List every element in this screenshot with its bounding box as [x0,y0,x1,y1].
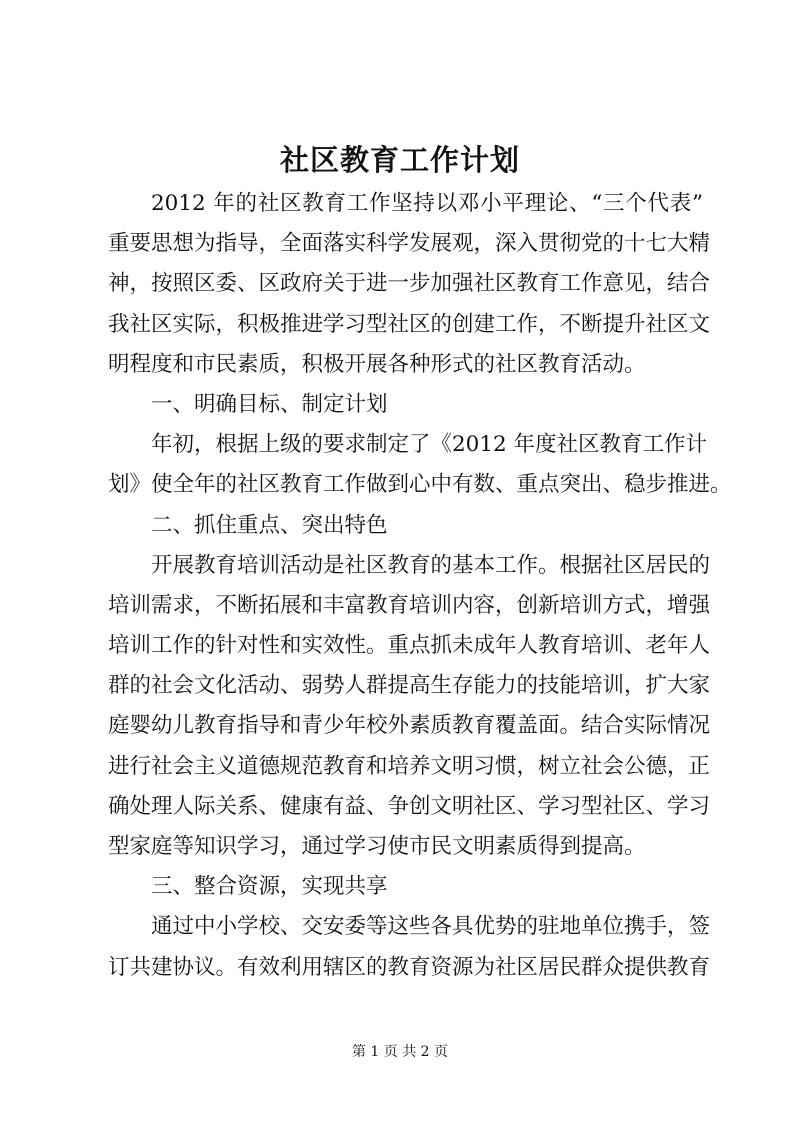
page-number: 第 1 页 共 2 页 [351,1044,449,1060]
paragraph-line: 明程度和市民素质，积极开展各种形式的社区教育活动。 [108,351,646,377]
paragraph-line: 通过中小学校、交安委等这些各具优势的驻地单位携手，签 [151,914,711,940]
paragraph-line: 进行社会主义道德规范教育和培养文明习惯，树立社会公德，正 [108,753,711,779]
document-title: 社区教育工作计划 [279,143,520,177]
paragraph-line: 群的社会文化活动、弱势人群提高生存能力的技能培训，扩大家 [108,673,711,699]
section-heading: 三、整合资源，实现共享 [151,874,388,900]
paragraph-line: 重要思想为指导，全面落实科学发展观，深入贯彻党的十七大精 [108,231,711,257]
document-body [108,184,732,988]
paragraph-line: 神，按照区委、区政府关于进一步加强社区教育工作意见，结合 [108,271,711,297]
paragraph-line: 确处理人际关系、健康有益、争创文明社区、学习型社区、学习 [108,793,711,819]
section-heading: 二、抓住重点、突出特色 [151,512,388,538]
paragraph-line: 培训需求，不断拓展和丰富教育培训内容，创新培训方式，增强 [108,592,711,618]
paragraph-line: 开展教育培训活动是社区教育的基本工作。根据社区居民的 [151,552,711,578]
section-heading: 一、明确目标、制定计划 [151,391,388,417]
paragraph-line: 划》使全年的社区教育工作做到心中有数、重点突出、稳步推进。 [108,472,732,498]
paragraph-line: 订共建协议。有效利用辖区的教育资源为社区居民群众提供教育 [108,954,711,980]
paragraph-line: 型家庭等知识学习，通过学习使市民文明素质得到提高。 [108,834,646,859]
paragraph-line: 庭婴幼儿教育指导和青少年校外素质教育覆盖面。结合实际情况 [108,713,711,739]
paragraph-line: 培训工作的针对性和实效性。重点抓未成年人教育培训、老年人 [108,633,711,659]
paragraph-line: 2012 年的社区教育工作坚持以邓小平理论、“三个代表” [151,191,703,216]
paragraph-line: 我社区实际，积极推进学习型社区的创建工作，不断提升社区文 [108,311,711,337]
paragraph-line: 年初，根据上级的要求制定了《2012 年度社区教育工作计 [151,432,708,458]
